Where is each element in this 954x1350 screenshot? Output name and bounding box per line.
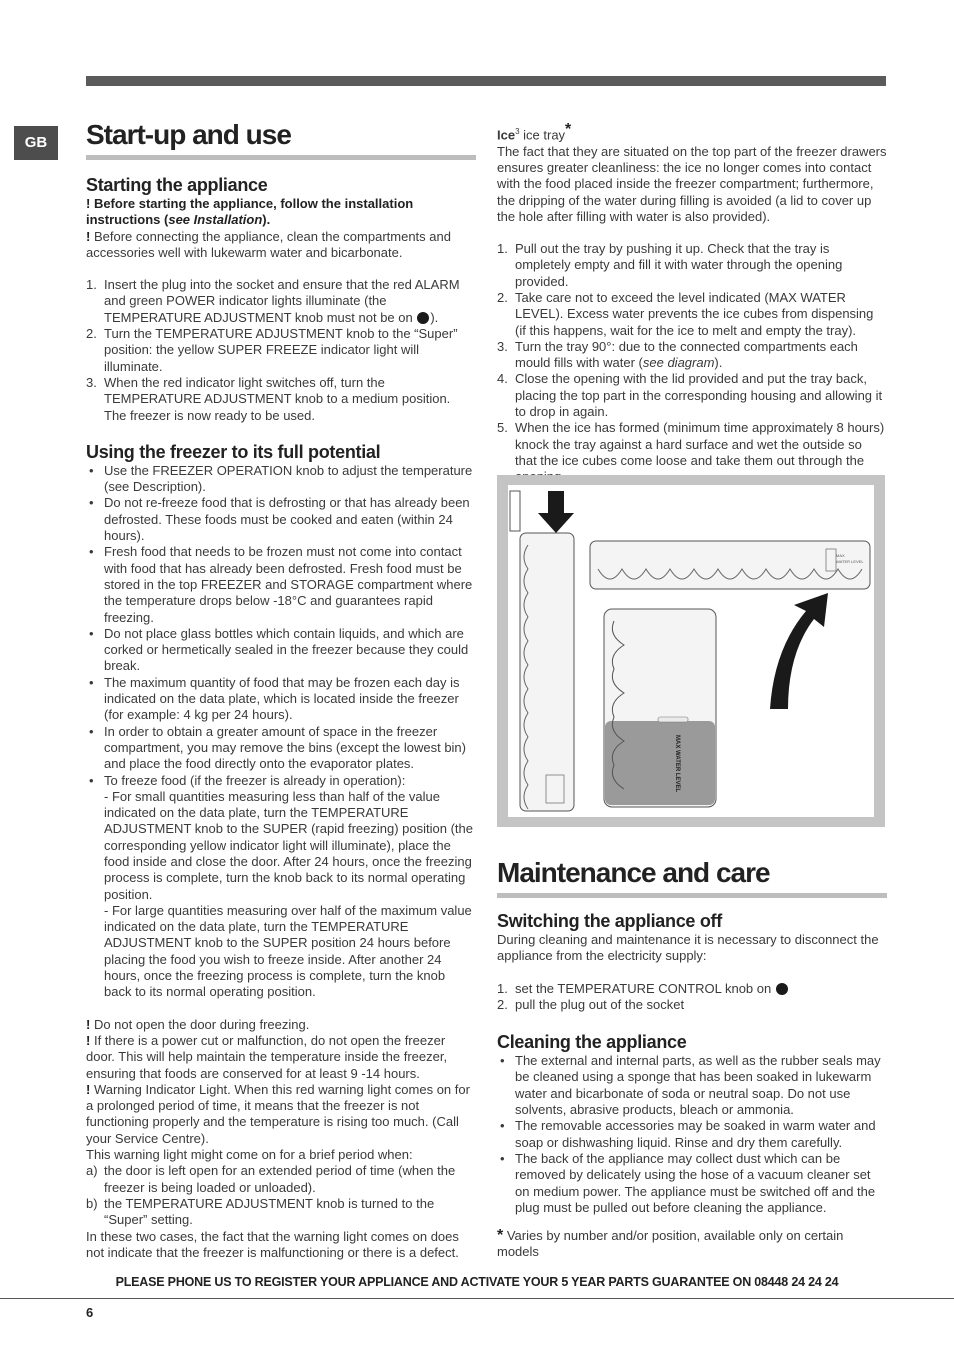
list-item: 2. Turn the TEMPERATURE ADJUSTMENT knob to the “Super” position: the yellow SUPER FREEZE indicator light will illuminate.	[86, 326, 458, 374]
list-item: • Use the FREEZER OPERATION knob to adjust the temperature (see Description).	[89, 462, 473, 495]
max-water-level-label-small-2: WATER LEVEL	[836, 559, 864, 564]
registration-banner: PLEASE PHONE US TO REGISTER YOUR APPLIANCE AND ACTIVATE YOUR 5 YEAR PARTS GUARANTEE ON 08448 24 24 24	[115, 1275, 839, 1289]
ice-tray-heading: Ice$^3$ ice tray*	[497, 121, 572, 143]
list-item: • The maximum quantity of food that may be frozen each day is indicated on the data plate, which is located inside the freezer (for example: 4 kg per 24 hours).	[89, 674, 460, 723]
list-item: b) the TEMPERATURE ADJUSTMENT knob is turned to the “Super” setting.	[86, 1195, 435, 1228]
left-column	[86, 116, 476, 1261]
off-position-icon	[776, 983, 788, 995]
warning-power-cut: ! If there is a power cut or malfunction, do not open the freezer door. This will help maintain the temperature inside the freezer, ensuring that foods are conserved for at least 9 -14 hours.	[86, 1032, 448, 1081]
list-item: • The removable accessories may be soaked in warm water and soap or dishwashing liquid. Rinse and dry them carefully.	[500, 1118, 876, 1150]
list-item: 2. pull the plug out of the socket	[497, 996, 685, 1012]
freezer-tips	[86, 463, 476, 1001]
right-column	[497, 116, 887, 486]
warning-indicator: ! Warning Indicator Light. When this red warning light comes on for a prolonged period of time, it means that the freezer is not functioning properly and the temperature is rising too much. (Call your Service Centre).	[86, 1081, 470, 1146]
list-item: • Fresh food that needs to be frozen must not come into contact with food that has already been defrosted. Fresh food must be stored in the top FREEZER and STORAGE compartment where the temperature drops below -18°C and guarantees rapid freezing.	[89, 544, 473, 625]
max-water-level-label: MAX WATER LEVEL	[674, 735, 680, 793]
list-item: • Do not place glass bottles which contain liquids, and which are corked or hermetically sealed in the freezer because they could break.	[89, 625, 469, 674]
list-item: 1. set the TEMPERATURE CONTROL knob on	[497, 981, 887, 997]
maintenance-section	[497, 854, 887, 1261]
ice-tray-diagram	[497, 475, 885, 827]
warning-door: ! Do not open the door during freezing.	[86, 1016, 310, 1032]
footnote: * Varies by number and/or position, available only on certain models	[497, 1227, 844, 1260]
list-item: 3. When the red indicator light switches off, turn the TEMPERATURE ADJUSTMENT knob to a medium position. The freezer is now ready to be used.	[86, 374, 451, 423]
ice-tray-illustration	[508, 485, 874, 817]
warning-brief: This warning light might come on for a brief period when:	[86, 1147, 413, 1163]
ice-tray-intro: The fact that they are situated on the top part of the freezer drawers ensures greater cleanliness: the ice no longer comes into contact with the food placed inside the freezer compartment; furthermore, the dripping of the water during filling is avoided (a lid to cover up the hole after filling with water is also provided).	[497, 143, 887, 224]
list-item: 5. When the ice has formed (minimum time approximately 8 hours) knock the tray against a hard surface and wet the outside so that the ice cubes come loose and take them out through the	[497, 420, 885, 468]
ice-tray-steps	[497, 241, 887, 485]
list-item: • To freeze food (if the freezer is already in operation): - For small quantities measuring less than half of the value indicated on the data plate, turn the TEMPERATURE ADJUSTMENT knob to the SUPER (rapid freezing) position (the corresponding yellow indicator light will illuminate), place the food inside and close the door. After 24 hours, once the freezing process is complete, turn the knob back to its normal operating position. - For large quantities measuring over half of the maximum value indicated on the data plate, turn the TEMPERATURE ADJUSTMENT knob to the SUPER position 24 hours before placing the food you wish to freeze inside. After another 24 hours, once the freezing process is complete, turn the knob back to its normal operating position.	[86, 773, 476, 1001]
list-item: • The external and internal parts, as well as the rubber seals may be cleaned using a sponge that has been soaked in lukewarm water and bicarbonate of soda or neutral soap. Do not use solvents, abrasive products, bleach or ammonia.	[500, 1053, 881, 1118]
page-number: 6	[86, 1305, 94, 1320]
list-item: 4. Close the opening with the lid provided and put the tray back, placing the top part in the corresponding housing and allowing it to drop in again.	[497, 371, 883, 420]
language-tab: GB	[14, 126, 58, 160]
heading-switching-off: Switching the appliance off	[497, 911, 722, 931]
maintenance-title: Maintenance and care	[497, 857, 770, 888]
closing-note: In these two cases, the fact that the warning light comes on does not indicate that the freezer is malfunctioning or there is a defect.	[86, 1228, 459, 1260]
heading-starting: Starting the appliance	[86, 175, 268, 195]
switching-off-intro: During cleaning and maintenance it is necessary to disconnect the appliance from the electricity supply:	[497, 932, 879, 964]
max-water-level-label-small: MAX	[836, 553, 845, 558]
small-quantity-note: - For small quantities measuring less than half of the value indicated on the data plate, turn the TEMPERATURE ADJUSTMENT knob to the SUPER (rapid freezing) position (the corresponding yellow indicator light will illuminate), place the food inside and close the door. After 24 hours, once the freezing process is complete, turn the knob back to its normal operating position.	[104, 788, 473, 902]
list-item: • In order to obtain a greater amount of space in the freezer compartment, you may remove the bins (except the lowest bin) and place the food directly onto the evaporator plates.	[89, 723, 466, 772]
list-item: a) the door is left open for an extended period of time (when the freezer is being loaded or unloaded).	[86, 1163, 456, 1195]
cleaning-tips	[497, 1053, 887, 1216]
list-item: 2. Take care not to exceed the level indicated (MAX WATER LEVEL). Excess water prevents the ice cubes from dispensing (if this happens, wait for the ice to melt and empty the tray).	[497, 290, 874, 338]
cleaning-note: ! Before connecting the appliance, clean the compartments and accessories well with lukewarm water and bicarbonate.	[86, 228, 451, 260]
install-warning: ! Before starting the appliance, follow the installation instructions (see Installation).	[86, 196, 414, 228]
switching-off-steps	[497, 981, 887, 1014]
list-item: • The back of the appliance may collect dust which can be removed by delicately using the hose of a vacuum cleaner set on medium power. The appliance must be switched off and the plug must be pulled out before cleaning the appliance.	[500, 1150, 876, 1215]
list-item: • Do not re-freeze food that is defrosting or that has already been defrosted. These foods must be cooked and eaten (within 24 hours).	[89, 495, 470, 544]
bottom-rule	[0, 1298, 954, 1299]
heading-cleaning: Cleaning the appliance	[497, 1032, 687, 1053]
off-position-icon	[417, 312, 429, 324]
list-item: 1. Insert the plug into the socket and ensure that the red ALARM and green POWER indicator lights illuminate (the TEMPERATURE ADJUSTMENT knob must not be on ).	[86, 277, 460, 325]
large-quantity-note: - For large quantities measuring over half of the maximum value indicated on the data plate, turn the TEMPERATURE ADJUSTMENT knob to the SUPER position 24 hours before placing the food you wish to freeze inside. After another 24 hours, once the freezing process is complete, turn the knob back to its normal operating position.	[104, 902, 472, 1000]
list-item: 3. Turn the tray 90°: due to the connected compartments each mould fills with water (see diagram).	[497, 338, 858, 371]
heading-freezer-potential: Using the freezer to its full potential	[86, 441, 381, 462]
top-rule	[86, 76, 886, 86]
startup-steps	[86, 277, 476, 424]
list-item: 1. Pull out the tray by pushing it up. Check that the tray is ompletely empty and fill it with water through the opening provided.	[497, 241, 843, 289]
page-title: Start-up and use	[86, 119, 291, 150]
warning-cases	[86, 1163, 476, 1228]
